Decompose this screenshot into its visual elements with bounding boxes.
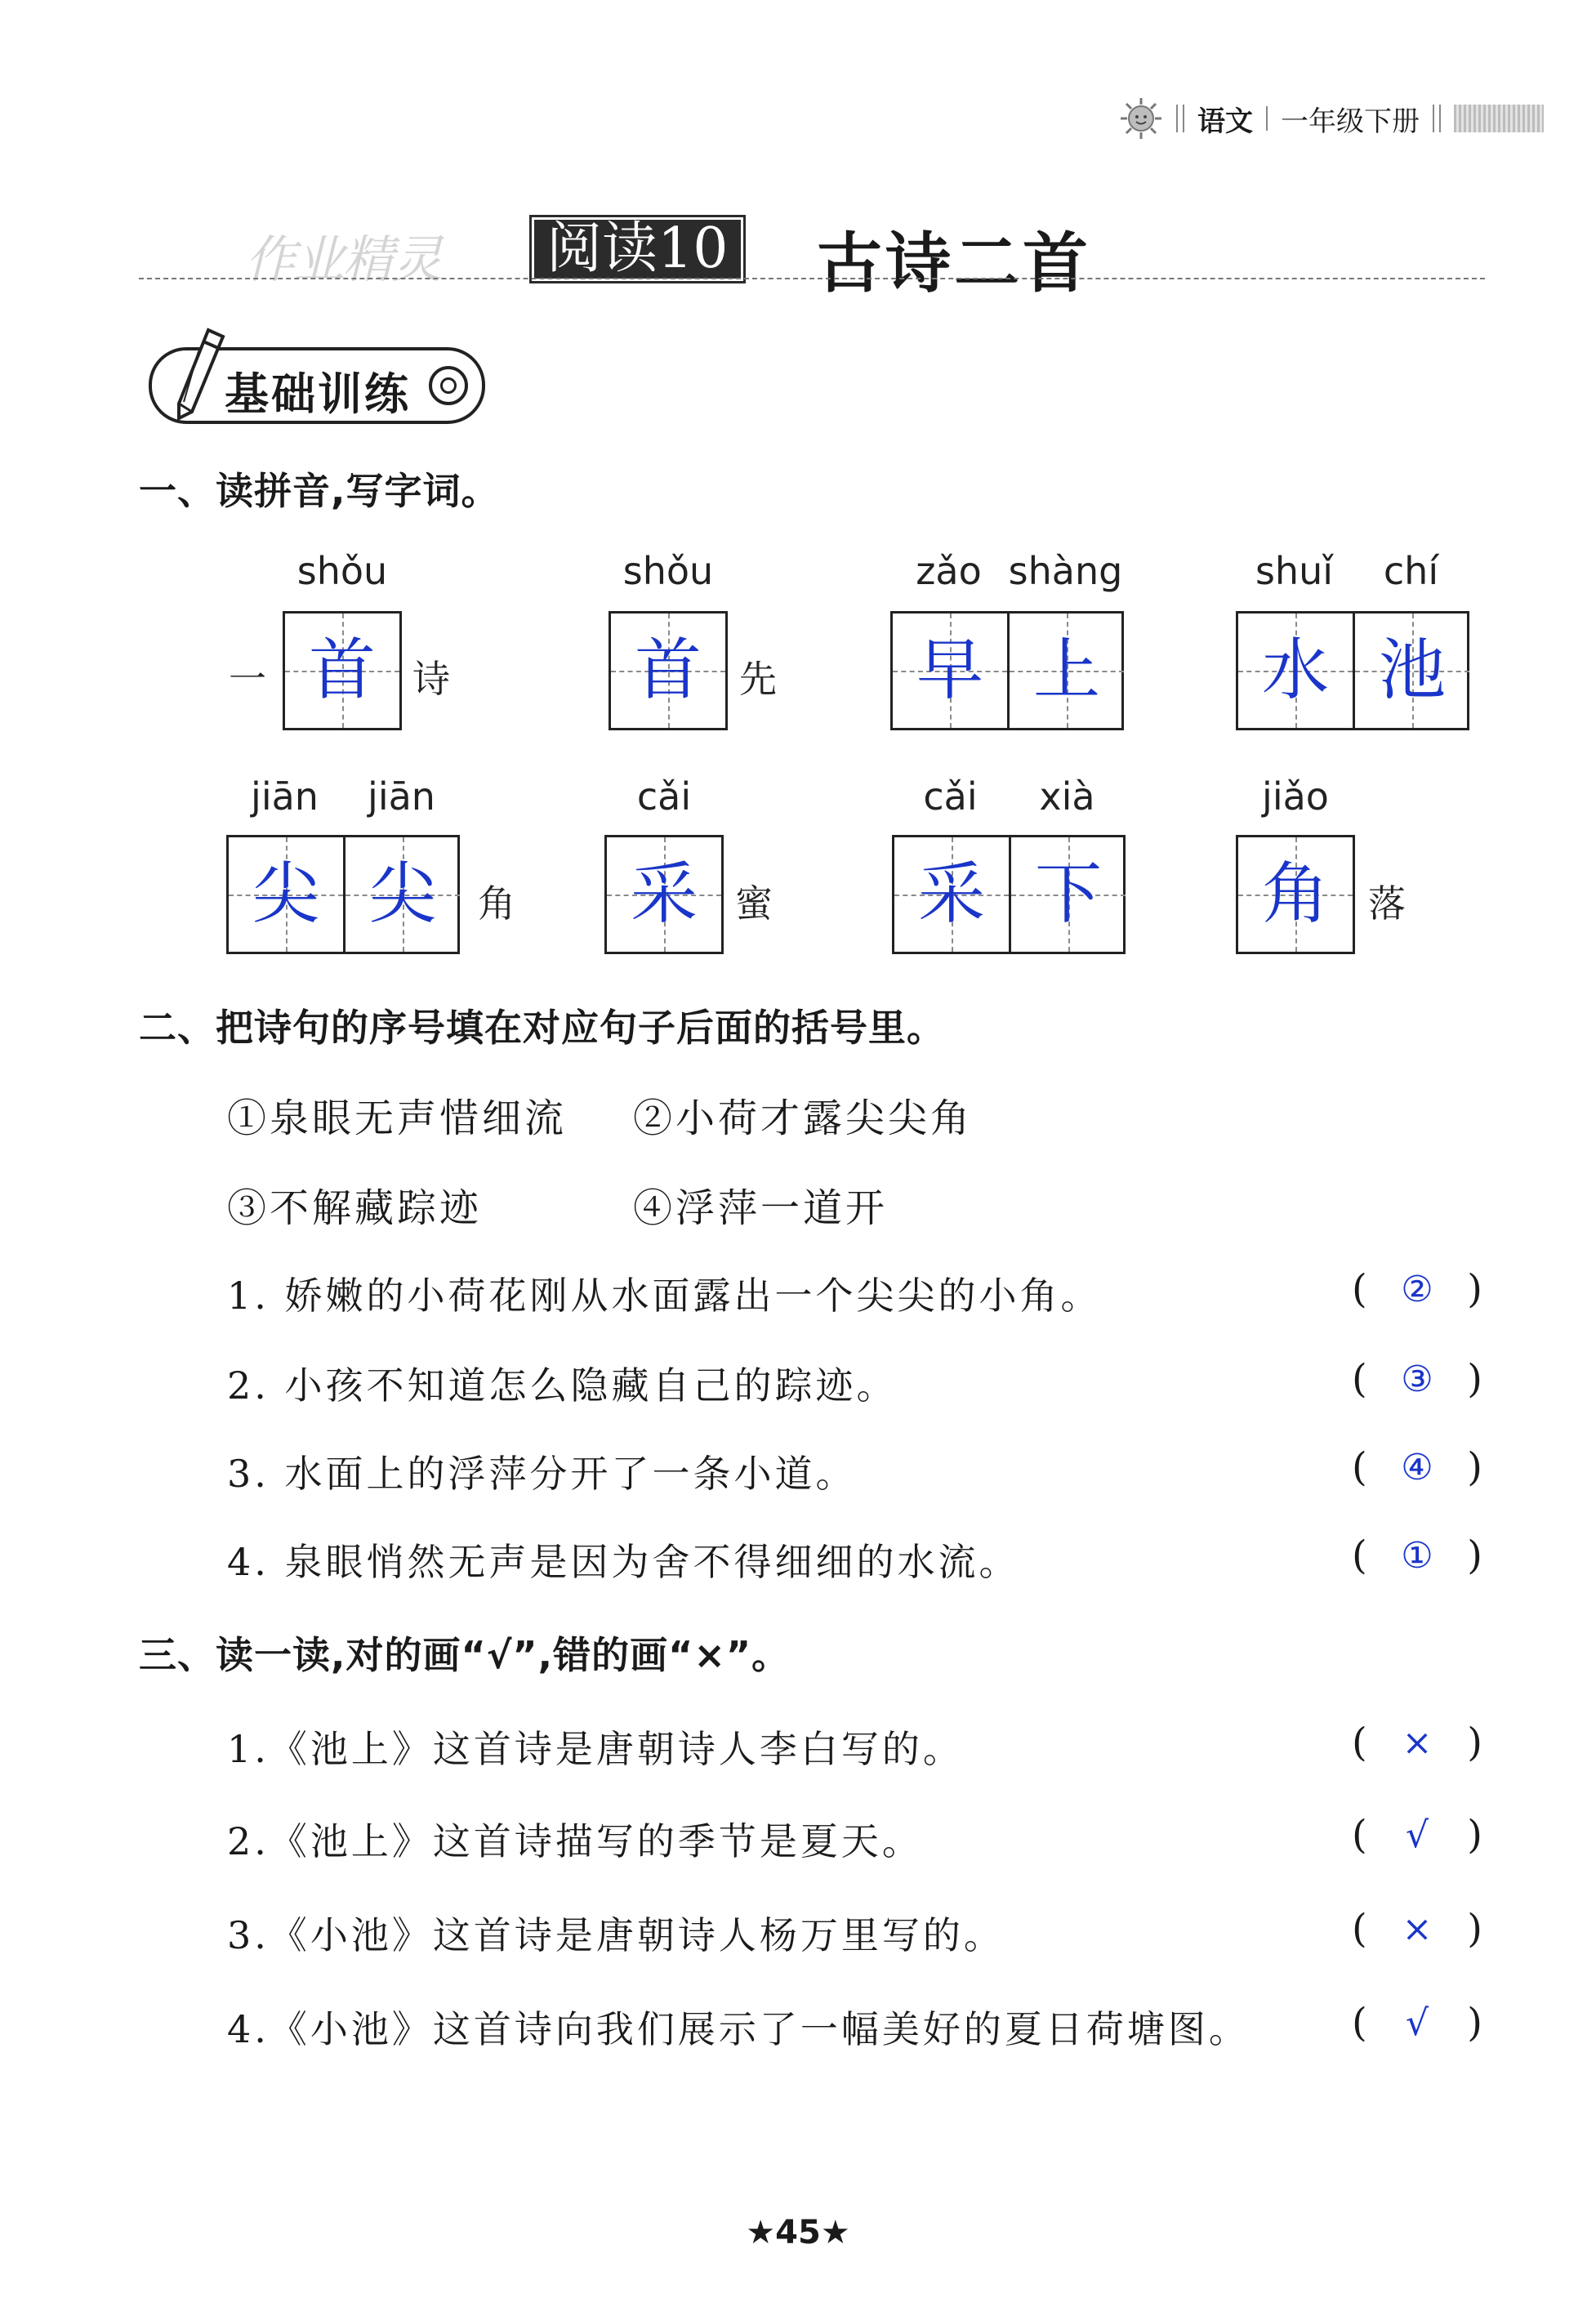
answer: × (1402, 1908, 1433, 1950)
q2-heading: 二、把诗句的序号填在对应句子后面的括号里。 (139, 1006, 945, 1050)
lesson-tag: 阅读10 (529, 215, 746, 283)
writing-box[interactable] (1236, 611, 1469, 730)
answer-bracket[interactable]: ( × ) (1352, 1720, 1482, 1765)
header-subject: 语文 (1197, 105, 1253, 138)
pinyin: shǒu (296, 549, 388, 593)
q3-item: 3.《小池》这首诗是唐朝诗人杨万里写的。 (227, 1913, 1005, 1957)
side-char: 先 (739, 657, 777, 701)
header-strip (1454, 105, 1544, 132)
pinyin: chí (1383, 549, 1439, 593)
answer: ② (1401, 1268, 1433, 1310)
pinyin: cǎi (923, 774, 978, 819)
answer-bracket[interactable]: ( √ ) (1352, 1812, 1482, 1858)
side-char: 诗 (412, 657, 450, 701)
header-divider (1176, 105, 1184, 132)
q2-item: 2. 小孩不知道怎么隐藏自己的踪迹。 (227, 1363, 898, 1408)
answer-bracket[interactable]: ( × ) (1352, 1906, 1482, 1952)
answer-char: 尖 (252, 855, 319, 933)
answer: ③ (1401, 1358, 1433, 1400)
pinyin: shǒu (622, 549, 714, 593)
answer: √ (1405, 2001, 1429, 2044)
answer-char: 尖 (368, 855, 436, 933)
writing-box[interactable] (1236, 835, 1355, 954)
answer-bracket[interactable]: ( ② ) (1352, 1266, 1482, 1312)
header-divider (1433, 105, 1441, 132)
pinyin: zǎo (916, 549, 982, 593)
pencil-icon (167, 327, 233, 425)
answer: √ (1405, 1814, 1429, 1856)
pinyin: jiān (251, 774, 319, 819)
pinyin: xià (1039, 774, 1095, 819)
answer-bracket[interactable]: ( ④ ) (1352, 1444, 1482, 1490)
answer: × (1402, 1721, 1433, 1764)
writing-box[interactable] (226, 835, 460, 954)
q3-item: 1.《池上》这首诗是唐朝诗人李白写的。 (227, 1727, 964, 1771)
answer-char: 水 (1261, 631, 1329, 709)
section-badge-label: 基础训练 (225, 368, 411, 420)
answer-bracket[interactable]: ( ③ ) (1352, 1356, 1482, 1402)
side-char: 落 (1368, 881, 1406, 926)
header-grade: 一年级下册 (1281, 105, 1420, 138)
q3-heading: 三、读一读,对的画“√”,错的画“×”。 (139, 1633, 791, 1677)
answer: ④ (1401, 1446, 1433, 1488)
writing-box[interactable] (283, 611, 402, 730)
q3-item: 4.《小池》这首诗向我们展示了一幅美好的夏日荷塘图。 (227, 2007, 1250, 2051)
pinyin: jiǎo (1262, 774, 1329, 819)
answer-char: 角 (1261, 855, 1329, 933)
q2-item: 4. 泉眼悄然无声是因为舍不得细细的水流。 (227, 1540, 1020, 1584)
page-title: 古诗二首 (817, 225, 1091, 301)
answer: ① (1401, 1534, 1433, 1577)
q1-heading: 一、读拼音,写字词。 (139, 469, 500, 513)
header-divider (1266, 106, 1268, 131)
answer-bracket[interactable]: ( √ ) (1352, 2000, 1482, 2046)
pinyin: jiān (368, 774, 435, 819)
answer-char: 上 (1032, 631, 1100, 709)
answer-char: 首 (308, 631, 376, 709)
badge-ring-icon (440, 377, 457, 394)
option: ②小荷才露尖尖角 (633, 1095, 974, 1141)
side-char: 一 (229, 657, 266, 701)
side-char: 蜜 (735, 881, 773, 926)
writing-box[interactable] (892, 835, 1126, 954)
writing-box[interactable] (890, 611, 1124, 730)
pinyin: shàng (1008, 549, 1123, 593)
answer-char: 首 (634, 631, 702, 709)
watermark: 作业精灵 (245, 230, 442, 289)
page-header (1119, 94, 1544, 143)
answer-char: 池 (1378, 631, 1446, 709)
option: ③不解藏踪迹 (227, 1185, 483, 1231)
answer-char: 早 (916, 631, 983, 709)
q2-item: 1. 娇嫩的小荷花刚从水面露出一个尖尖的小角。 (227, 1274, 1102, 1318)
side-char: 角 (478, 881, 515, 926)
q2-item: 3. 水面上的浮萍分开了一条小道。 (227, 1452, 857, 1496)
writing-box[interactable] (609, 611, 728, 730)
title-rule (139, 278, 1485, 279)
answer-char: 采 (917, 855, 985, 933)
option: ①泉眼无声惜细流 (227, 1095, 568, 1141)
answer-bracket[interactable]: ( ① ) (1352, 1533, 1482, 1578)
answer-char: 采 (630, 855, 698, 933)
sun-icon (1119, 96, 1163, 141)
writing-box[interactable] (604, 835, 724, 954)
q3-item: 2.《池上》这首诗描写的季节是夏天。 (227, 1819, 923, 1863)
pinyin: cǎi (636, 774, 692, 819)
option: ④浮萍一道开 (633, 1185, 889, 1231)
page-number: ★45★ (746, 2214, 850, 2251)
answer-char: 下 (1034, 855, 1102, 933)
pinyin: shuǐ (1255, 549, 1334, 593)
